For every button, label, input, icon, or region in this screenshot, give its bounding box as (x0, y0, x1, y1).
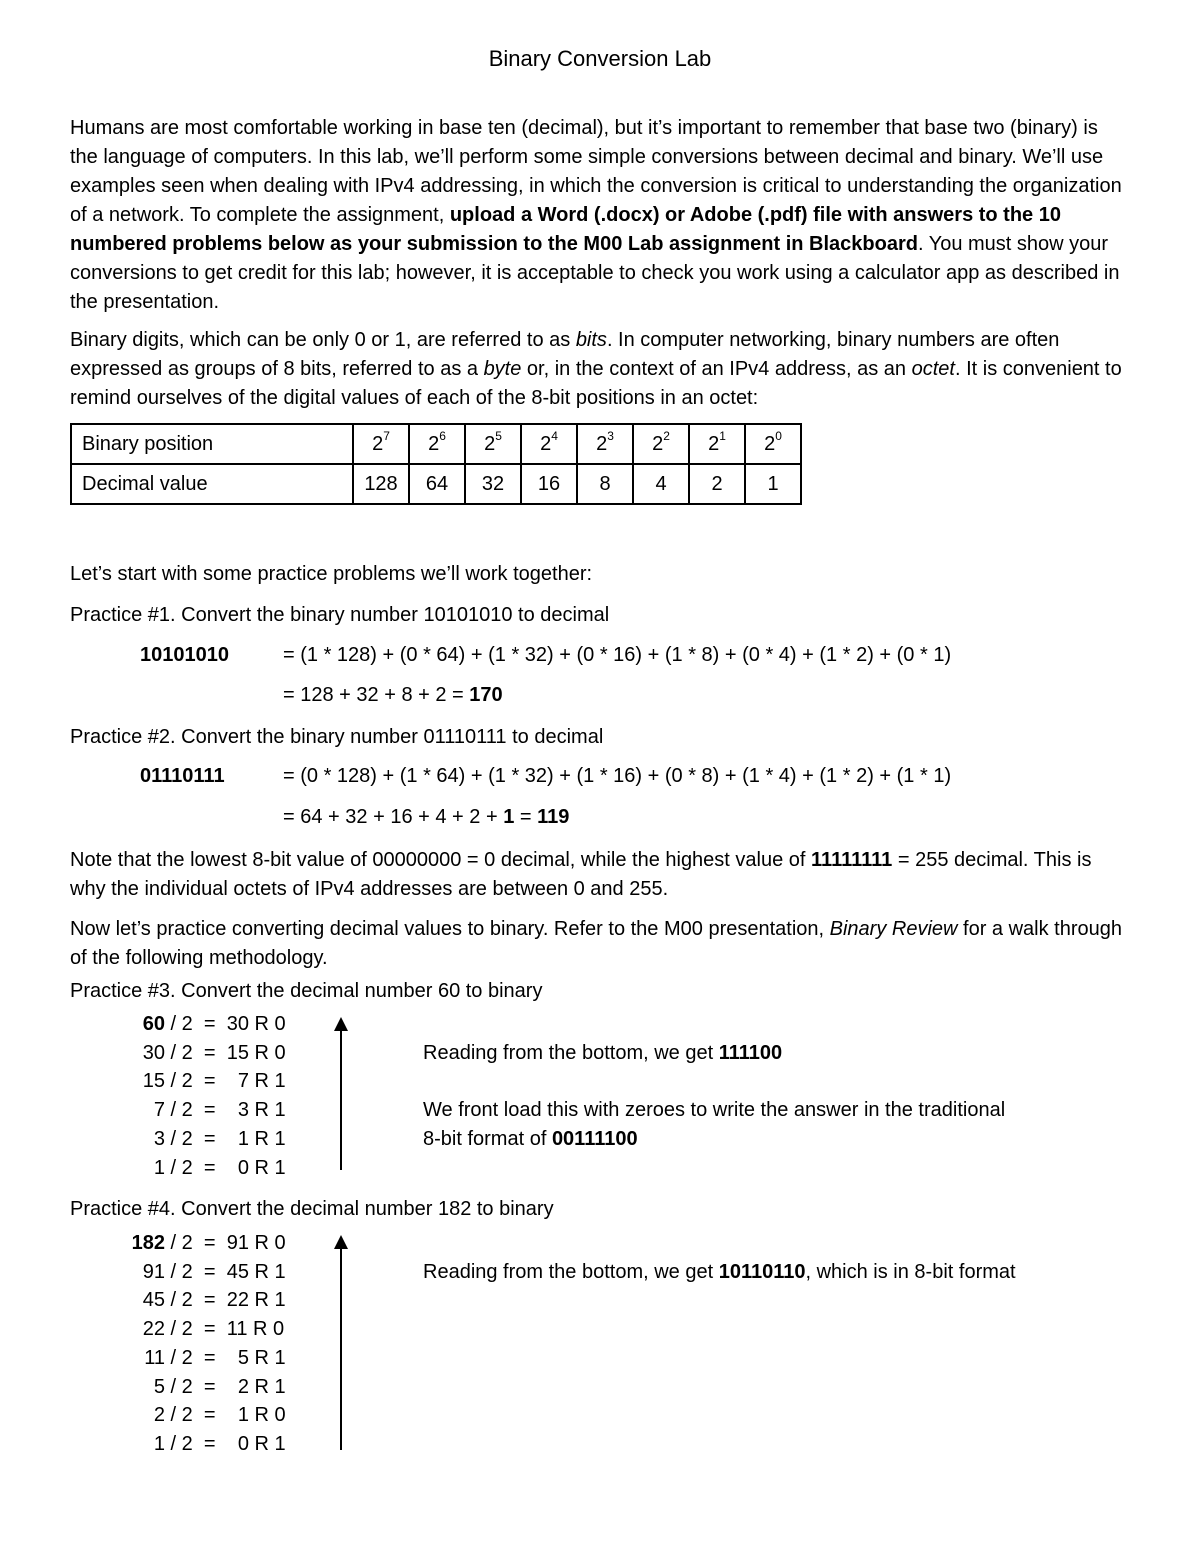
division-step (70, 1099, 286, 1122)
dividend: 91 (142, 1260, 165, 1283)
division-result: / 2 = 15 R 0 (165, 1041, 286, 1064)
division-result: / 2 = 3 R 1 (165, 1099, 286, 1122)
practice-3-answer: 8-bit format of 00111100 (423, 1128, 638, 1150)
division-step (70, 1232, 286, 1255)
division-result: / 2 = 45 R 1 (165, 1260, 286, 1283)
power-cell: $2^2$ (633, 424, 689, 464)
practice-intro: Let’s start with some practice problems we’ll work together: (70, 563, 593, 585)
division-result: / 2 = 2 R 1 (165, 1375, 286, 1398)
submission-instruction: upload a Word (.docx) or Adobe (.pdf) file with answers to the 10 numbered problems below as your submission to the M00 Lab assignment in Blackboard (70, 204, 1061, 255)
value-cell: 2 (689, 464, 745, 504)
division-result: / 2 = 0 R 1 (165, 1156, 286, 1179)
practice-3-heading: Practice #3. Convert the decimal number 60 to binary (70, 980, 543, 1002)
practice-2-number: 01110111 (140, 765, 225, 787)
dividend: 22 (142, 1318, 165, 1341)
note-paragraph: Note that the lowest 8-bit value of 00000000 = 0 decimal, while the highest value of 11111111 = 255 decimal. This is why the individual octets of IPv4 addresses are between 0 and 255. (70, 849, 1092, 900)
division-result: / 2 = 91 R 0 (165, 1232, 286, 1254)
value-cell: 64 (409, 464, 465, 504)
power-cell: $2^0$ (745, 424, 801, 464)
value-cell: 1 (745, 464, 801, 504)
dividend: 60 (142, 1013, 165, 1035)
bit-position-table (70, 423, 802, 505)
division-step (70, 1157, 286, 1180)
row-label: Decimal value (71, 464, 353, 504)
decimal-value-row (71, 464, 801, 504)
dividend: 5 (153, 1375, 165, 1398)
power-cell: $2^4$ (521, 424, 577, 464)
practice-4-heading: Practice #4. Convert the decimal number 182 to binary (70, 1198, 554, 1220)
division-result: / 2 = 1 R 1 (165, 1127, 286, 1150)
division-step (70, 1261, 286, 1284)
practice-2-expansion: = (0 * 128) + (1 * 64) + (1 * 32) + (1 * 16) + (0 * 8) + (1 * 4) + (1 * 2) + (1 * 1) (283, 765, 952, 787)
dividend: 11 (144, 1346, 165, 1369)
dividend: 15 (142, 1070, 165, 1093)
division-result: / 2 = 0 R 1 (165, 1432, 286, 1455)
practice-1-result: 170 (469, 684, 503, 706)
intro-paragraph: Humans are most comfortable working in base ten (decimal), but it’s important to remember that base two (binary) is the language of computers. In this lab, we’ll perform some simple conversions between decimal and binary. We’ll use examples seen when dealing with IPv4 addressing, in which the conversion is critical to understanding the organization of a network. To complete the assignment, upload a Word (.docx) or Adobe (.pdf) file with answers to the 10 numbered problems below as your submission to the M00 Lab assignment in Blackboard. You must show your conversions to get credit for this lab; however, it is acceptable to check you work using a calculator app as described in the presentation. (70, 117, 1122, 313)
division-result: / 2 = 7 R 1 (165, 1070, 286, 1093)
power-cell: $2^6$ (409, 424, 465, 464)
division-step (70, 1042, 286, 1065)
dividend: 182 (131, 1232, 165, 1254)
arrow-shaft (340, 1028, 342, 1170)
value-cell: 16 (521, 464, 577, 504)
practice-1-heading: Practice #1. Convert the binary number 10101010 to decimal (70, 604, 610, 626)
method-paragraph: Now let’s practice converting decimal values to binary. Refer to the M00 presentation, Binary Review for a walk through of the following methodology. (70, 918, 1122, 969)
binary-position-row (71, 424, 801, 464)
practice-4-reading: Reading from the bottom, we get 10110110, which is in 8-bit format (423, 1261, 1016, 1283)
value-cell: 32 (465, 464, 521, 504)
dividend: 2 (153, 1404, 165, 1427)
dividend: 1 (153, 1156, 165, 1179)
arrow-shaft (340, 1246, 342, 1450)
page-title: Binary Conversion Lab (488, 46, 712, 71)
dividend: 7 (153, 1099, 165, 1122)
power-cell: $2^3$ (577, 424, 633, 464)
power-cell: $2^7$ (353, 424, 409, 464)
practice-2-sum: = 64 + 32 + 16 + 4 + 2 + 1 = 119 (283, 806, 570, 828)
division-result: / 2 = 5 R 1 (165, 1346, 286, 1369)
division-step (70, 1318, 284, 1341)
dividend: 3 (153, 1127, 165, 1150)
division-result: / 2 = 30 R 0 (165, 1013, 286, 1035)
division-step (70, 1128, 286, 1151)
practice-2-heading: Practice #2. Convert the binary number 01110111 to decimal (70, 726, 604, 748)
dividend: 1 (153, 1432, 165, 1455)
bits-paragraph: Binary digits, which can be only 0 or 1, are referred to as bits. In computer networking, binary numbers are often expressed as groups of 8 bits, referred to as a byte or, in the context of an IPv4 address, as an octet. It is convenient to remind ourselves of the digital values of each of the 8-bit positions in an octet: (70, 329, 1122, 409)
value-cell: 8 (577, 464, 633, 504)
dividend: 30 (142, 1041, 165, 1064)
practice-1-sum: = 128 + 32 + 8 + 2 = 170 (283, 684, 503, 706)
division-step (70, 1433, 286, 1456)
value-cell: 4 (633, 464, 689, 504)
practice-3-reading: Reading from the bottom, we get 111100 (423, 1042, 783, 1064)
practice-1-expansion: = (1 * 128) + (0 * 64) + (1 * 32) + (0 * 16) + (1 * 8) + (0 * 4) + (1 * 2) + (0 * 1) (283, 644, 952, 666)
power-cell: $2^1$ (689, 424, 745, 464)
division-result: / 2 = 22 R 1 (165, 1289, 286, 1312)
division-step (70, 1289, 286, 1312)
value-cell: 128 (353, 464, 409, 504)
practice-2-result: 119 (537, 806, 570, 828)
row-label: Binary position (71, 424, 353, 464)
division-result: / 2 = 1 R 0 (165, 1404, 286, 1427)
division-step (70, 1347, 286, 1370)
dividend: 45 (142, 1289, 165, 1312)
division-step (70, 1404, 286, 1427)
practice-1-number: 10101010 (140, 644, 229, 666)
division-step (70, 1376, 286, 1399)
division-result: / 2 = 11 R 0 (165, 1318, 285, 1341)
practice-3-front-load: We front load this with zeroes to write the answer in the traditional (423, 1099, 1006, 1121)
division-step (70, 1070, 286, 1093)
division-step (70, 1013, 286, 1036)
power-cell: $2^5$ (465, 424, 521, 464)
